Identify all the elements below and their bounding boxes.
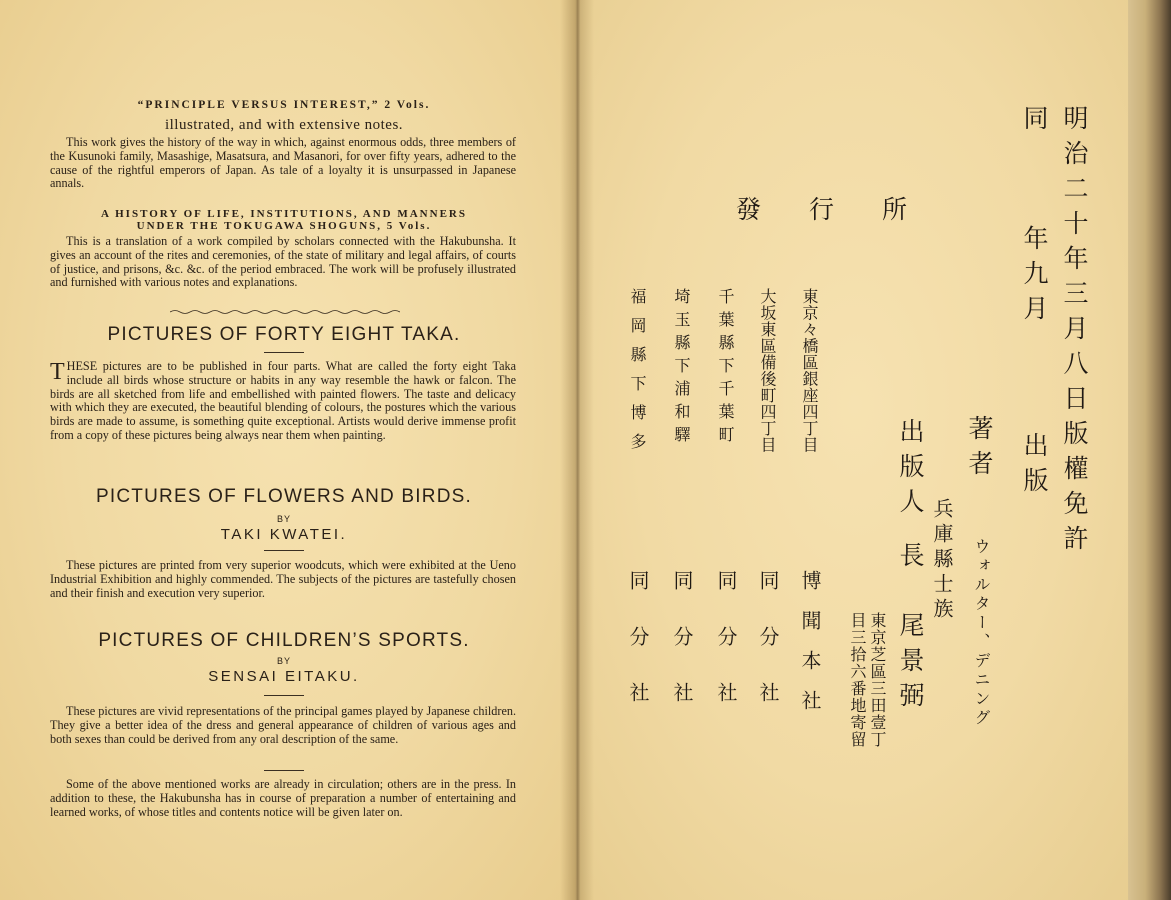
branch-address: 大坂東區備後町四丁目 (758, 288, 777, 453)
section4-author: TAKI KWATEI. (220, 526, 348, 543)
section5-by: BY (276, 656, 291, 666)
section5-body: These pictures are vivid representations of the principal games played by Japanese children. They give a better idea of the dress and general appearance of children of various ages and both sexes than could be derived from any oral description of the same. (50, 704, 516, 746)
section5-author: SENSAI EITAKU. (208, 668, 360, 685)
section2-title-line2: UNDER THE TOKUGAWA SHOGUNS, 5 Vols. (136, 220, 432, 232)
publisher-address-line2: 目三拾六番地寄留 (848, 612, 867, 748)
branch-name: 同分社 (756, 570, 780, 738)
short-rule (264, 352, 304, 353)
publisher-name: 尾景弼 (896, 612, 925, 717)
short-rule (264, 695, 304, 696)
branch-address: 埼玉縣下浦和驛 (672, 288, 691, 449)
publication-word: 出版 (1020, 432, 1049, 502)
short-rule (264, 550, 304, 551)
right-page (576, 0, 1134, 900)
publication-month: 年九月 (1020, 225, 1049, 330)
branch-address: 千葉縣下千葉町 (716, 288, 735, 449)
section4-title: PICTURES OF FLOWERS AND BIRDS. (96, 486, 472, 507)
same-mark: 同 (1020, 105, 1049, 140)
section5-title: PICTURES OF CHILDREN’S SPORTS. (98, 630, 470, 651)
section2-title-line1: A HISTORY OF LIFE, INSTITUTIONS, AND MANNERS (101, 208, 467, 220)
license-date: 明治二十年三月八日版權免許 (1060, 105, 1089, 560)
section3-title: PICTURES OF FORTY EIGHT TAKA. (107, 324, 461, 345)
section1-title: “PRINCIPLE VERSUS INTEREST,” 2 Vols. (137, 99, 431, 111)
publisher-label: 出版人 (896, 418, 925, 523)
section1-body: This work gives the history of the way in which, against enormous odds, three members of the Kusunoki family, Masashige, Masatsura, and Masanori, for over fifty years, adhered to the cause of the rightful emperors of Japan. As tale of a loyalty it is unsurpassed in Japanese annals. (50, 135, 516, 191)
issuer-title: 發行所 (736, 195, 956, 224)
section3-body: THESE pictures are to be published in four parts. What are called the forty eight Taka include all birds whose structure or habits in any way resemble the hawk or falcon. The birds are all sketched from life and embellished with painted flowers. The taste and delicacy with which they are executed, the beautiful blending of colours, the postures which the various birds are made to assume, is something quite exceptional. Artists would derive immense profit from a copy of these pictures being always near them when painting. (50, 359, 516, 442)
branch-name: 博聞本社 (798, 570, 822, 730)
page-edges (1128, 0, 1171, 900)
author-label: 著者 (965, 415, 994, 485)
publisher-title: 長 (896, 542, 925, 577)
publisher-address-line1: 東京芝區三田壹丁 (868, 612, 887, 748)
section4-body: These pictures are printed from very superior woodcuts, which were exhibited at the Ueno Industrial Exhibition and highly commended. The subjects of the pictures are tastefully chosen and their finish and execution very superior. (50, 558, 516, 600)
wavy-divider (170, 309, 400, 315)
branch-name: 同分社 (670, 570, 694, 738)
branch-name: 同分社 (626, 570, 650, 738)
dropcap-letter: T (50, 359, 65, 385)
short-rule (264, 770, 304, 771)
closing-paragraph: Some of the above mentioned works are already in circulation; others are in the press. In addition to these, the Hakubunsha has in course of preparation a number of entertaining and learned works, of whose titles and contents notice will be given later on. (50, 777, 516, 819)
branch-address: 福岡縣下博多 (628, 288, 647, 462)
publisher-origin: 兵庫縣士族 (930, 498, 954, 623)
section2-body: This is a translation of a work compiled by scholars connected with the Hakubunsha. It gives an account of the rites and ceremonies, of the state of military and legal affairs, of courts of justice, and prisons, &c. &c. of the period embraced. The work will be profusely illustrated and furnished with various notes and explanations. (50, 234, 516, 290)
section1-subtitle: illustrated, and with extensive notes. (164, 117, 404, 133)
left-page (0, 0, 576, 900)
branch-address: 東京々橋區銀座四丁目 (800, 288, 819, 453)
book-gutter (560, 0, 594, 900)
branch-name: 同分社 (714, 570, 738, 738)
author-name: ウォルター、デニング (972, 538, 991, 728)
section4-by: BY (276, 514, 291, 524)
